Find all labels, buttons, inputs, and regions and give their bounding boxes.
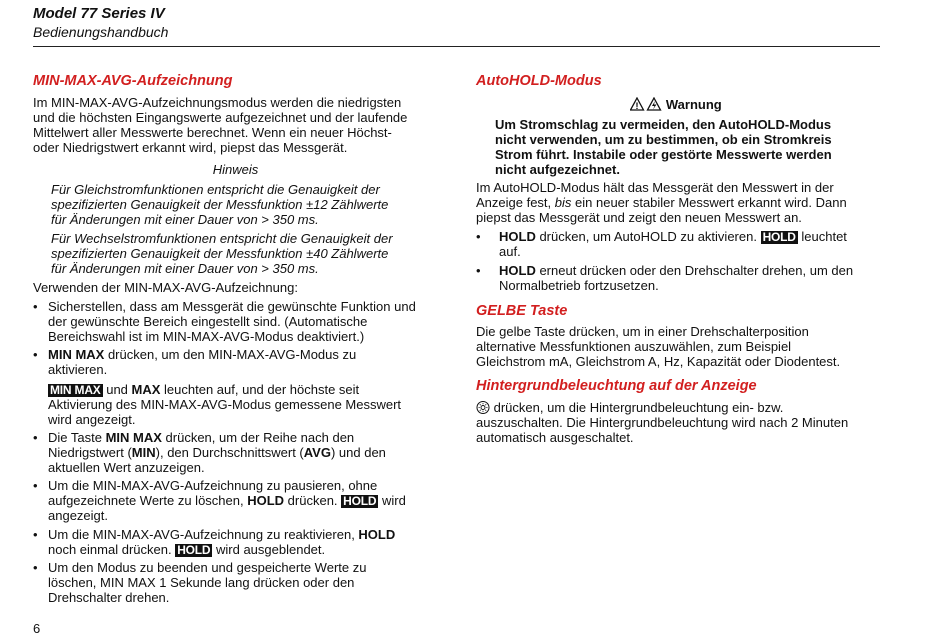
text-line: nicht aufgezeichnet. <box>495 162 620 177</box>
svg-text:!: ! <box>635 101 639 111</box>
document-subtitle: Bedienungshandbuch <box>33 24 169 40</box>
key-label: MIN MAX <box>105 430 162 445</box>
text-line: Aktivierung des MIN-MAX-AVG-Modus gemessene Messwert <box>48 397 402 412</box>
note-dc <box>51 182 436 227</box>
key-label: MAX <box>131 382 161 397</box>
text-line: Mittelwert aller Messwerte berechnet. Wenn ein neuer Höchst- <box>33 125 392 140</box>
bullet-icon: • <box>33 299 38 314</box>
text-span: drücken, um der Reihe nach den <box>161 430 355 445</box>
text-line: automatisch ausgeschaltet. <box>476 430 634 445</box>
text-line: angezeigt. <box>48 508 108 523</box>
note-title: Hinweis <box>212 162 259 177</box>
key-label: MIN <box>131 445 156 460</box>
key-label: HOLD <box>358 527 396 542</box>
text-span: erneut drücken oder den Drehschalter drehen, um den <box>535 263 854 278</box>
text-span: ) und den <box>330 445 386 460</box>
text-line: Um die MIN-MAX-AVG-Aufzeichnung zu pausieren, ohne <box>48 478 378 493</box>
yellow-key-paragraph <box>476 324 876 369</box>
text-line: auf. <box>499 244 521 259</box>
hold-display-indicator: HOLD <box>343 494 377 508</box>
text-span: drücken, um die Hintergrundbeleuchtung ein- bzw. <box>490 400 784 415</box>
text-line: piepst das Messgerät und zeigt den neuen Messwert an. <box>476 210 802 225</box>
key-label: HOLD <box>499 229 536 244</box>
text-line: auszuschalten. Die Hintergrundbeleuchtung wird nach 2 Minuten <box>476 415 849 430</box>
text-span: leuchtet <box>797 229 847 244</box>
text-span: Niedrigstwert ( <box>48 445 132 460</box>
text-line: der gewünschte Bereich eingestellt sind. (Automatische <box>48 314 368 329</box>
text-line: nicht verwenden, um zu bestimmen, ob ein Stromkreis <box>495 132 832 147</box>
text-line: für Änderungen mit einer Dauer von > 350 ms. <box>51 212 319 227</box>
warning-triangle-icon <box>630 97 662 111</box>
text-span: Anzeige fest, <box>476 195 555 210</box>
text-span: Um die MIN-MAX-AVG-Aufzeichnung zu reaktivieren, <box>48 527 359 542</box>
warning-header <box>476 97 876 112</box>
text-line: spezifizierten Genauigkeit der Messfunktion ±12 Zählwerte <box>51 197 389 212</box>
bullet-icon: • <box>476 229 481 244</box>
text-span: noch einmal drücken. <box>48 542 176 557</box>
text-line: Im AutoHOLD-Modus hält das Messgerät den Messwert in der <box>476 180 834 195</box>
text-span: wird <box>378 493 406 508</box>
intro-paragraph <box>33 95 407 155</box>
text-line: und die höchsten Eingangswerte aufgezeichnet und der laufende <box>33 110 408 125</box>
page-number: 6 <box>33 621 41 636</box>
text-line: aktivieren. <box>48 362 108 377</box>
text-span: drücken, um AutoHOLD zu aktivieren. <box>535 229 761 244</box>
key-label: HOLD <box>499 263 536 278</box>
key-label: HOLD <box>247 493 285 508</box>
text-span: aufgezeichnete Werte zu löschen, <box>48 493 248 508</box>
usage-intro: Verwenden der MIN-MAX-AVG-Aufzeichnung: <box>33 280 298 295</box>
text-line: Normalbetrieb fortzusetzen. <box>499 278 659 293</box>
bullet-icon: • <box>33 478 38 493</box>
text-line: alternative Messfunktionen auszuwählen, zum Beispiel <box>476 339 792 354</box>
emphasis-text: bis <box>554 195 572 210</box>
text-line: Um Stromschlag zu vermeiden, den AutoHOLD-Modus <box>495 117 832 132</box>
backlight-paragraph <box>476 400 876 445</box>
text-line: wird angezeigt. <box>48 412 136 427</box>
text-line: Die gelbe Taste drücken, um in einer Drehschalterposition <box>476 324 809 339</box>
warning-text <box>495 117 865 177</box>
backlight-button-icon <box>476 401 490 414</box>
text-line: Für Gleichstromfunktionen entspricht die Genauigkeit der <box>51 182 380 197</box>
text-line: Für Wechselstromfunktionen entspricht die Genauigkeit der <box>51 231 393 246</box>
bullet-icon: • <box>33 430 38 445</box>
hold-display-indicator: HOLD <box>762 230 796 244</box>
hold-display-indicator: HOLD <box>177 543 211 557</box>
text-line: Gleichstrom mA, Gleichstrom A, Hz, Kapazität oder Diodentest. <box>476 354 841 369</box>
text-span: leuchten auf, und der höchste seit <box>160 382 360 397</box>
text-line: löschen, MIN MAX 1 Sekunde lang drücken oder den <box>48 575 355 590</box>
text-line: oder Niedrigstwert erkannt wird, piepst das Messgerät. <box>33 140 348 155</box>
autohold-paragraph <box>476 180 876 225</box>
section-heading-autohold: AutoHOLD-Modus <box>476 73 602 89</box>
text-line: Sicherstellen, dass am Messgerät die gewünschte Funktion und <box>48 299 416 314</box>
text-span: drücken, um den MIN-MAX-AVG-Modus zu <box>104 347 357 362</box>
text-span: Die Taste <box>48 430 106 445</box>
text-span: drücken. <box>284 493 342 508</box>
document-title: Model 77 Series IV <box>33 5 165 22</box>
text-span: und <box>102 382 132 397</box>
text-line: aktuellen Wert anzuzeigen. <box>48 460 205 475</box>
key-label: MIN MAX <box>48 347 105 362</box>
bullet-icon: • <box>33 527 38 542</box>
text-line: spezifizierten Genauigkeit der Messfunktion ±40 Zählwerte <box>51 246 389 261</box>
text-line: Bereichswahl ist im MIN-MAX-AVG-Modus deaktiviert.) <box>48 329 365 344</box>
section-heading-backlight: Hintergrundbeleuchtung auf der Anzeige <box>476 378 757 394</box>
text-span: ein neuer stabiler Messwert erkannt wird. Dann <box>571 195 847 210</box>
header-rule <box>33 46 880 47</box>
note-ac <box>51 231 436 276</box>
warning-label: Warnung <box>665 97 722 112</box>
section-heading-min-max-avg: MIN-MAX-AVG-Aufzeichnung <box>33 73 233 89</box>
text-span: ), den Durchschnittswert ( <box>155 445 304 460</box>
bullet-icon: • <box>33 560 38 575</box>
text-line: Drehschalter drehen. <box>48 590 170 605</box>
text-span: wird ausgeblendet. <box>212 542 326 557</box>
bullet-icon: • <box>33 347 38 362</box>
text-line: Im MIN-MAX-AVG-Aufzeichnungsmodus werden die niedrigsten <box>33 95 402 110</box>
text-line: für Änderungen mit einer Dauer von > 350 ms. <box>51 261 319 276</box>
minmax-display-indicator: MIN MAX <box>50 383 101 397</box>
section-heading-yellow-key: GELBE Taste <box>476 303 568 319</box>
bullet-icon: • <box>476 263 481 278</box>
key-label: AVG <box>303 445 331 460</box>
text-line: Strom führt. Instabile oder gestörte Messwerte werden <box>495 147 832 162</box>
text-line: Um den Modus zu beenden und gespeicherte Werte zu <box>48 560 367 575</box>
